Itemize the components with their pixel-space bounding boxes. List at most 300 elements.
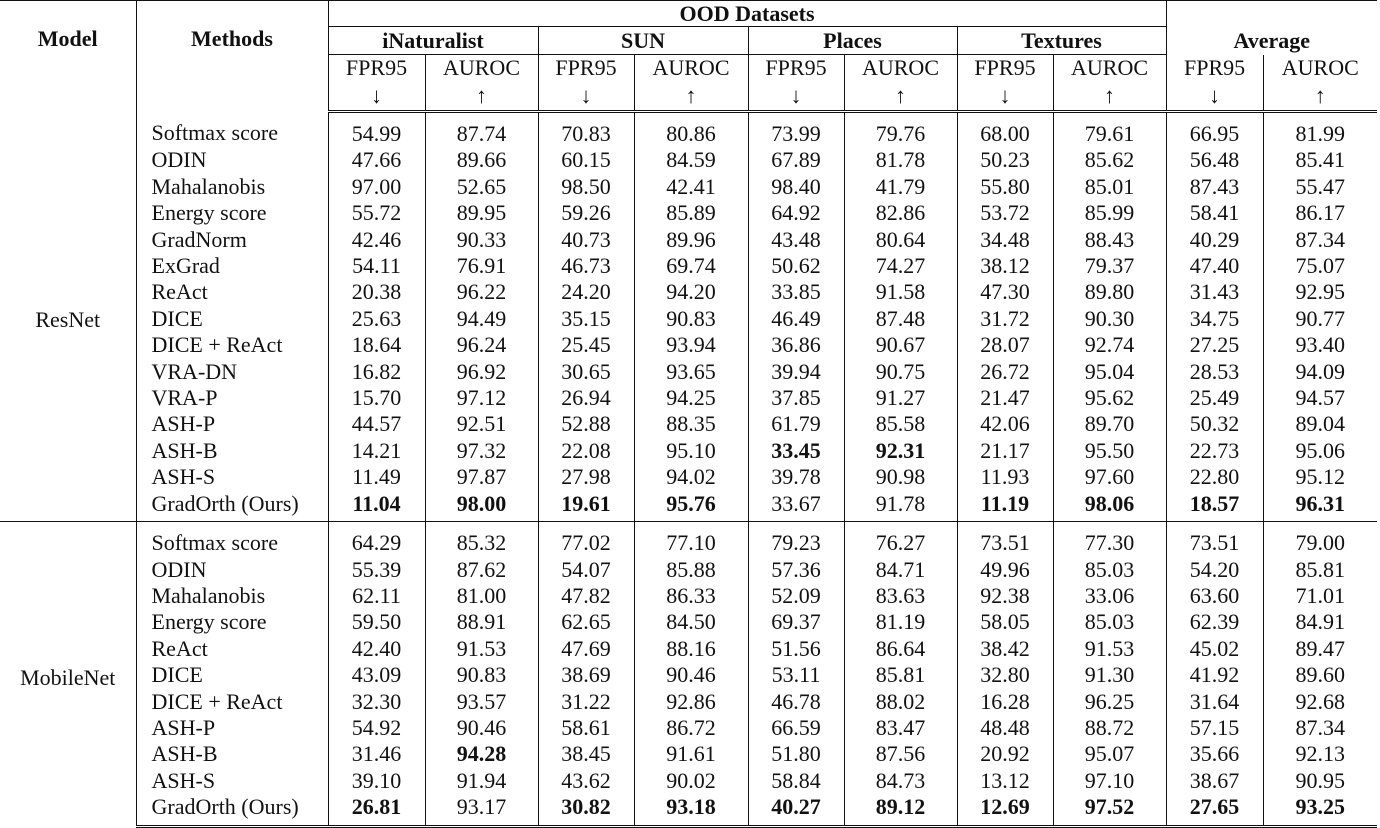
cell-fpr95: 50.23 (957, 147, 1053, 173)
header-dataset-textures: Textures (957, 27, 1166, 55)
cell-auroc: 90.83 (634, 306, 748, 332)
header-textures-fpr95: FPR95 (957, 55, 1053, 82)
cell-auroc: 86.64 (844, 636, 957, 662)
cell-auroc: 90.46 (425, 715, 538, 741)
cell-auroc: 94.57 (1295, 385, 1346, 411)
table-row (0, 359, 1377, 385)
method-name: DICE (136, 662, 328, 688)
method-name: ODIN (136, 557, 328, 583)
cell-auroc: 71.01 (1295, 582, 1346, 608)
cell-auroc: 91.53 (425, 636, 538, 662)
cell-fpr95: 51.56 (748, 636, 844, 662)
cell-auroc: 97.87 (425, 464, 538, 490)
cell-fpr95: 11.49 (328, 464, 425, 490)
cell-fpr95: 42.40 (328, 636, 425, 662)
cell-fpr95: 36.86 (748, 332, 844, 358)
cell-fpr95: 40.27 (748, 794, 844, 826)
cell-fpr95: 15.70 (328, 385, 425, 411)
cell-auroc: 90.33 (425, 227, 538, 253)
cell-auroc: 85.03 (1053, 609, 1166, 635)
cell-auroc: 42.41 (634, 174, 748, 200)
cell-auroc: 89.47 (1295, 635, 1346, 661)
cell-auroc: 90.83 (425, 662, 538, 688)
cell-fpr95: 55.80 (957, 174, 1053, 200)
cell-auroc: 84.59 (634, 147, 748, 173)
cell-fpr95: 26.72 (957, 359, 1053, 385)
cell-auroc: 93.65 (634, 359, 748, 385)
method-name: Mahalanobis (136, 174, 328, 200)
cell-fpr95: 14.21 (328, 438, 425, 464)
cell-auroc: 81.78 (844, 147, 957, 173)
table-row (0, 522, 1377, 557)
cell-auroc: 94.25 (634, 385, 748, 411)
header-average-spacer (1166, 1, 1377, 27)
cell-fpr95: 31.64 (1166, 689, 1263, 715)
method-name: DICE + ReAct (136, 332, 328, 358)
cell-auroc: 95.62 (1053, 385, 1166, 411)
cell-fpr95: 25.63 (328, 306, 425, 332)
cell-fpr95: 62.11 (328, 583, 425, 609)
cell-fpr95: 13.12 (957, 768, 1053, 794)
cell-auroc: 90.95 (1295, 767, 1346, 793)
arrow-up-icon: ↑ (844, 81, 957, 112)
cell-auroc: 94.49 (425, 306, 538, 332)
cell-auroc: 96.92 (425, 359, 538, 385)
table-group-mobilenet (0, 522, 1377, 826)
arrow-down-icon: ↓ (748, 81, 844, 112)
cell-auroc: 89.80 (1053, 279, 1166, 305)
cell-fpr95: 28.53 (1166, 359, 1263, 385)
cell-fpr95: 31.46 (328, 741, 425, 767)
cell-fpr95: 73.51 (1166, 522, 1263, 557)
cell-fpr95: 40.73 (538, 227, 634, 253)
cell-fpr95: 11.19 (957, 491, 1053, 522)
cell-auroc: 90.46 (634, 662, 748, 688)
cell-auroc: 87.34 (1295, 714, 1346, 740)
table-row (0, 279, 1377, 305)
method-name: DICE (136, 306, 328, 332)
cell-fpr95: 27.25 (1166, 332, 1263, 358)
method-name: ASH-P (136, 715, 328, 741)
cell-fpr95: 47.40 (1166, 253, 1263, 279)
cell-auroc: 84.50 (634, 609, 748, 635)
cell-auroc: 87.62 (425, 557, 538, 583)
cell-auroc: 77.10 (634, 522, 748, 557)
cell-auroc: 95.50 (1053, 438, 1166, 464)
cell-auroc: 92.13 (1295, 741, 1346, 767)
header-average-auroc: AUROC (1281, 54, 1359, 80)
cell-auroc: 85.01 (1053, 174, 1166, 200)
method-name: ASH-B (136, 438, 328, 464)
table-row (0, 557, 1377, 583)
cell-auroc: 94.09 (1295, 358, 1346, 384)
cell-fpr95: 79.23 (748, 522, 844, 557)
cell-auroc: 93.40 (1295, 332, 1346, 358)
cell-auroc: 97.52 (1053, 794, 1166, 826)
method-name: Mahalanobis (136, 583, 328, 609)
cell-fpr95: 38.42 (957, 636, 1053, 662)
method-name: Energy score (136, 609, 328, 635)
table-group-resnet (0, 112, 1377, 522)
cell-auroc: 83.63 (844, 583, 957, 609)
cell-fpr95: 11.04 (328, 491, 425, 522)
cell-auroc: 87.48 (844, 306, 957, 332)
cell-auroc: 55.47 (1295, 173, 1346, 199)
cell-auroc: 94.28 (425, 741, 538, 767)
cell-fpr95: 42.46 (328, 227, 425, 253)
cell-fpr95: 35.15 (538, 306, 634, 332)
cell-fpr95: 34.75 (1166, 306, 1263, 332)
cell-auroc: 93.57 (425, 689, 538, 715)
cell-auroc: 96.25 (1053, 689, 1166, 715)
cell-auroc: 86.72 (634, 715, 748, 741)
cell-auroc: 81.19 (844, 609, 957, 635)
cell-auroc: 91.94 (425, 768, 538, 794)
cell-fpr95: 30.65 (538, 359, 634, 385)
cell-fpr95: 27.65 (1166, 794, 1263, 826)
cell-fpr95: 27.98 (538, 464, 634, 490)
cell-fpr95: 37.85 (748, 385, 844, 411)
header-inaturalist-fpr95: FPR95 (328, 55, 425, 82)
cell-fpr95: 66.95 (1166, 112, 1263, 148)
cell-fpr95: 47.82 (538, 583, 634, 609)
cell-fpr95: 60.15 (538, 147, 634, 173)
cell-auroc: 88.43 (1053, 227, 1166, 253)
cell-auroc: 92.51 (425, 411, 538, 437)
arrow-up-icon: ↑ (1053, 81, 1166, 112)
arrow-up-icon: ↑ (425, 81, 538, 112)
cell-fpr95: 30.82 (538, 794, 634, 826)
cell-auroc: 96.22 (425, 279, 538, 305)
cell-fpr95: 69.37 (748, 609, 844, 635)
cell-fpr95: 97.00 (328, 174, 425, 200)
cell-fpr95: 38.69 (538, 662, 634, 688)
cell-auroc: 85.58 (844, 411, 957, 437)
cell-auroc: 89.95 (425, 200, 538, 226)
method-name: VRA-DN (136, 359, 328, 385)
cell-fpr95: 52.09 (748, 583, 844, 609)
cell-fpr95: 12.69 (957, 794, 1053, 826)
header-average-fpr95: FPR95 (1166, 55, 1263, 82)
cell-fpr95: 33.85 (748, 279, 844, 305)
method-name: ODIN (136, 147, 328, 173)
cell-auroc: 85.99 (1053, 200, 1166, 226)
cell-fpr95: 46.78 (748, 689, 844, 715)
table-row (0, 636, 1377, 662)
method-name: DICE + ReAct (136, 689, 328, 715)
cell-fpr95: 42.06 (957, 411, 1053, 437)
cell-fpr95: 54.99 (328, 112, 425, 148)
cell-auroc: 93.18 (634, 794, 748, 826)
cell-auroc: 87.56 (844, 741, 957, 767)
cell-fpr95: 18.57 (1166, 491, 1263, 522)
model-label: ResNet (0, 112, 136, 522)
cell-auroc: 90.98 (844, 464, 957, 490)
cell-fpr95: 52.88 (538, 411, 634, 437)
cell-auroc: 85.81 (844, 662, 957, 688)
cell-fpr95: 46.73 (538, 253, 634, 279)
method-name: ExGrad (136, 253, 328, 279)
cell-fpr95: 38.45 (538, 741, 634, 767)
cell-auroc: 90.77 (1295, 305, 1346, 331)
cell-auroc: 84.73 (844, 768, 957, 794)
cell-auroc: 98.06 (1053, 491, 1166, 522)
cell-fpr95: 21.47 (957, 385, 1053, 411)
table-row (0, 147, 1377, 173)
cell-auroc: 85.62 (1053, 147, 1166, 173)
arrow-down-icon: ↓ (538, 81, 634, 112)
cell-fpr95: 19.61 (538, 491, 634, 522)
cell-auroc: 85.89 (634, 200, 748, 226)
cell-fpr95: 47.66 (328, 147, 425, 173)
cell-fpr95: 44.57 (328, 411, 425, 437)
cell-fpr95: 61.79 (748, 411, 844, 437)
cell-fpr95: 31.72 (957, 306, 1053, 332)
table-header (0, 1, 1377, 112)
table-row (0, 174, 1377, 200)
header-average: Average (1233, 28, 1311, 53)
header-inaturalist-auroc: AUROC (425, 55, 538, 82)
cell-auroc: 79.00 (1263, 522, 1377, 557)
cell-fpr95: 22.73 (1166, 438, 1263, 464)
cell-auroc: 95.12 (1295, 464, 1346, 490)
cell-fpr95: 73.51 (957, 522, 1053, 557)
cell-fpr95: 98.40 (748, 174, 844, 200)
cell-auroc: 41.79 (844, 174, 957, 200)
cell-fpr95: 20.92 (957, 741, 1053, 767)
cell-auroc: 81.00 (425, 583, 538, 609)
cell-auroc: 88.72 (1053, 715, 1166, 741)
cell-auroc: 89.60 (1295, 662, 1346, 688)
cell-auroc: 79.61 (1053, 112, 1166, 148)
cell-auroc: 87.74 (425, 112, 538, 148)
cell-auroc: 90.02 (634, 768, 748, 794)
cell-auroc: 94.02 (634, 464, 748, 490)
cell-fpr95: 58.84 (748, 768, 844, 794)
cell-fpr95: 51.80 (748, 741, 844, 767)
table-row (0, 794, 1377, 826)
header-places-fpr95: FPR95 (748, 55, 844, 82)
table-row (0, 491, 1377, 522)
cell-fpr95: 47.30 (957, 279, 1053, 305)
cell-auroc: 93.17 (425, 794, 538, 826)
cell-auroc: 91.58 (844, 279, 957, 305)
cell-fpr95: 55.72 (328, 200, 425, 226)
method-name: Softmax score (136, 112, 328, 148)
table-row (0, 662, 1377, 688)
table-row (0, 411, 1377, 437)
cell-auroc: 77.30 (1053, 522, 1166, 557)
cell-fpr95: 62.39 (1166, 609, 1263, 635)
cell-fpr95: 22.80 (1166, 464, 1263, 490)
cell-fpr95: 64.29 (328, 522, 425, 557)
method-name: ASH-P (136, 411, 328, 437)
cell-fpr95: 25.49 (1166, 385, 1263, 411)
header-ood-datasets: OOD Datasets (328, 1, 1166, 27)
table-row (0, 253, 1377, 279)
cell-auroc: 98.00 (425, 491, 538, 522)
cell-fpr95: 33.45 (748, 438, 844, 464)
cell-auroc: 93.25 (1263, 794, 1377, 826)
cell-fpr95: 55.39 (328, 557, 425, 583)
cell-fpr95: 11.93 (957, 464, 1053, 490)
header-textures-auroc: AUROC (1053, 55, 1166, 82)
table-row (0, 385, 1377, 411)
cell-fpr95: 26.81 (328, 794, 425, 826)
cell-fpr95: 38.12 (957, 253, 1053, 279)
cell-auroc: 33.06 (1053, 583, 1166, 609)
cell-auroc: 95.06 (1295, 437, 1346, 463)
cell-auroc: 84.71 (844, 557, 957, 583)
table-row (0, 609, 1377, 635)
cell-fpr95: 87.43 (1166, 174, 1263, 200)
cell-auroc: 95.10 (634, 438, 748, 464)
cell-fpr95: 57.36 (748, 557, 844, 583)
table-row (0, 438, 1377, 464)
method-name: VRA-P (136, 385, 328, 411)
cell-fpr95: 92.38 (957, 583, 1053, 609)
cell-auroc: 86.33 (634, 583, 748, 609)
cell-auroc: 88.91 (425, 609, 538, 635)
cell-fpr95: 50.32 (1166, 411, 1263, 437)
header-dataset-places: Places (748, 27, 957, 55)
table-row (0, 689, 1377, 715)
cell-fpr95: 39.78 (748, 464, 844, 490)
cell-fpr95: 43.62 (538, 768, 634, 794)
header-methods: Methods (136, 1, 328, 112)
method-name: GradNorm (136, 227, 328, 253)
cell-fpr95: 45.02 (1166, 636, 1263, 662)
cell-auroc: 84.91 (1295, 609, 1346, 635)
cell-auroc: 89.66 (425, 147, 538, 173)
cell-auroc: 85.81 (1295, 556, 1346, 582)
cell-fpr95: 68.00 (957, 112, 1053, 148)
cell-auroc: 97.32 (425, 438, 538, 464)
cell-auroc: 91.27 (844, 385, 957, 411)
cell-fpr95: 53.72 (957, 200, 1053, 226)
cell-auroc: 96.24 (425, 332, 538, 358)
cell-fpr95: 32.80 (957, 662, 1053, 688)
cell-auroc: 97.10 (1053, 768, 1166, 794)
cell-fpr95: 28.07 (957, 332, 1053, 358)
method-name: ASH-S (136, 768, 328, 794)
arrow-down-icon: ↓ (328, 81, 425, 112)
cell-auroc: 88.02 (844, 689, 957, 715)
cell-fpr95: 64.92 (748, 200, 844, 226)
cell-fpr95: 25.45 (538, 332, 634, 358)
cell-auroc: 95.07 (1053, 741, 1166, 767)
cell-fpr95: 34.48 (957, 227, 1053, 253)
cell-fpr95: 41.92 (1166, 662, 1263, 688)
cell-auroc: 92.31 (844, 438, 957, 464)
cell-fpr95: 40.29 (1166, 227, 1263, 253)
cell-fpr95: 58.41 (1166, 200, 1263, 226)
cell-fpr95: 43.48 (748, 227, 844, 253)
cell-auroc: 85.32 (425, 522, 538, 557)
cell-fpr95: 66.59 (748, 715, 844, 741)
cell-fpr95: 18.64 (328, 332, 425, 358)
cell-auroc: 85.03 (1053, 557, 1166, 583)
cell-fpr95: 54.11 (328, 253, 425, 279)
cell-auroc: 95.76 (634, 491, 748, 522)
cell-auroc: 69.74 (634, 253, 748, 279)
table-row (0, 768, 1377, 794)
header-model: Model (0, 1, 136, 112)
cell-auroc: 93.94 (634, 332, 748, 358)
cell-auroc: 97.60 (1053, 464, 1166, 490)
cell-fpr95: 58.61 (538, 715, 634, 741)
cell-auroc: 95.04 (1053, 359, 1166, 385)
cell-auroc: 87.34 (1295, 226, 1346, 252)
cell-auroc: 85.88 (634, 557, 748, 583)
cell-fpr95: 67.89 (748, 147, 844, 173)
cell-fpr95: 16.82 (328, 359, 425, 385)
cell-fpr95: 22.08 (538, 438, 634, 464)
cell-auroc: 89.70 (1053, 411, 1166, 437)
cell-fpr95: 98.50 (538, 174, 634, 200)
cell-auroc: 79.37 (1053, 253, 1166, 279)
cell-fpr95: 43.09 (328, 662, 425, 688)
cell-auroc: 91.53 (1053, 636, 1166, 662)
cell-fpr95: 35.66 (1166, 741, 1263, 767)
cell-fpr95: 59.26 (538, 200, 634, 226)
cell-fpr95: 62.65 (538, 609, 634, 635)
cell-fpr95: 38.67 (1166, 768, 1263, 794)
cell-fpr95: 56.48 (1166, 147, 1263, 173)
cell-fpr95: 70.83 (538, 112, 634, 148)
cell-fpr95: 47.69 (538, 636, 634, 662)
method-name: Softmax score (136, 522, 328, 557)
method-name: GradOrth (Ours) (136, 794, 328, 826)
cell-fpr95: 49.96 (957, 557, 1053, 583)
cell-fpr95: 77.02 (538, 522, 634, 557)
cell-auroc: 80.86 (634, 112, 748, 148)
cell-auroc: 92.95 (1295, 279, 1346, 305)
cell-auroc: 76.27 (844, 522, 957, 557)
cell-auroc: 91.78 (844, 491, 957, 522)
header-sun-fpr95: FPR95 (538, 55, 634, 82)
cell-auroc: 92.74 (1053, 332, 1166, 358)
cell-fpr95: 73.99 (748, 112, 844, 148)
cell-fpr95: 31.43 (1166, 279, 1263, 305)
cell-fpr95: 54.20 (1166, 557, 1263, 583)
cell-fpr95: 24.20 (538, 279, 634, 305)
method-name: ReAct (136, 279, 328, 305)
table-row (0, 200, 1377, 226)
cell-auroc: 96.31 (1295, 490, 1346, 516)
header-sun-auroc: AUROC (634, 55, 748, 82)
cell-fpr95: 39.10 (328, 768, 425, 794)
cell-auroc: 88.16 (634, 636, 748, 662)
cell-auroc: 81.99 (1295, 121, 1346, 146)
cell-auroc: 88.35 (634, 411, 748, 437)
cell-auroc: 91.61 (634, 741, 748, 767)
cell-fpr95: 53.11 (748, 662, 844, 688)
cell-auroc: 85.41 (1295, 147, 1346, 173)
cell-fpr95: 33.67 (748, 491, 844, 522)
cell-auroc: 94.20 (634, 279, 748, 305)
cell-auroc: 91.30 (1053, 662, 1166, 688)
table-row (0, 227, 1377, 253)
cell-fpr95: 21.17 (957, 438, 1053, 464)
arrow-up-icon: ↑ (634, 81, 748, 112)
method-name: GradOrth (Ours) (136, 491, 328, 522)
cell-auroc: 83.47 (844, 715, 957, 741)
cell-fpr95: 20.38 (328, 279, 425, 305)
cell-fpr95: 63.60 (1166, 583, 1263, 609)
cell-auroc: 79.76 (844, 112, 957, 148)
arrow-down-icon: ↓ (1166, 81, 1263, 112)
